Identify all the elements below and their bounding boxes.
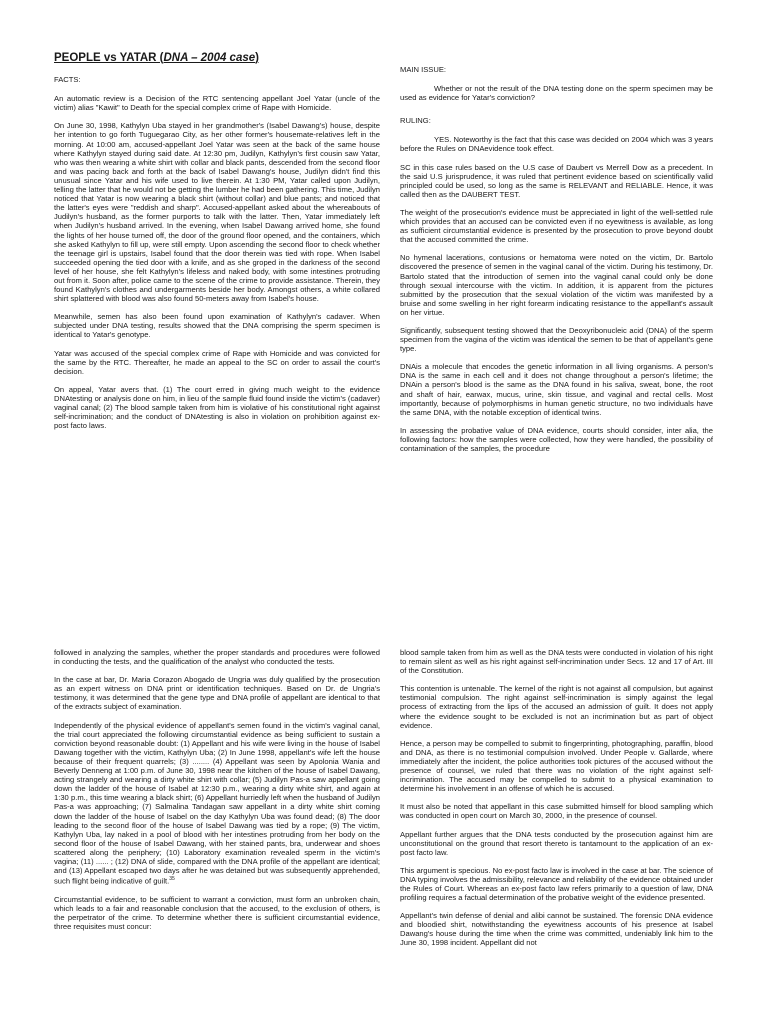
right-column-bottom <box>400 648 713 948</box>
title-emphasis: DNA – 2004 case <box>163 52 256 64</box>
paragraph: An automatic review is a Decision of the RTC sentencing appellant Joel Yatar (uncle of the victim) alias "Kawit" to Death for the special complex crime of Rape with Homicide. <box>54 94 380 113</box>
main-issue-heading: MAIN ISSUE: <box>400 65 446 74</box>
paragraph-text: Independently of the physical evidence of appellant's semen found in the victim's vaginal canal, the trial court appreciated the following circumstantial evidence as being sufficient to sustain a conviction beyond reasonable doubt: (1) Appellant and his wife were living in the house of Isabel Dawang together with the victim, Kathylyn Uba; (2) In June 1998, appellant's wife left the house because of their frequent quarrels; (3) ........ (4) Appellant was seen by Apolonia Wania and Beverly Denneng at 1:00 p.m. of June 30, 1998 near the kitchen of the house of Isabel Dawang, acting strangely and wearing a dirty white shirt with collar; (5) Judilyn Pas-a saw appellant going down the ladder of the house of Isabel at 12:30 p.m., wearing a dirty white shirt, and again at 1:30 p.m., this time wearing a black shirt; (6) Appellant hurriedly left when the husband of Judilyn Pas-a was approaching; (7) Salmalina Tandagan saw appellant in a dirty white shirt coming down the ladder of the house of Isabel on the day Kathylyn Uba was found dead; (8) The door leading to the second floor of the house of Isabel Dawang was tied by a rope; (9) The victim, Kathylyn Uba, lay naked in a pool of blood with her intestines protruding from her body on the second floor of the house of Isabel Dawang, with her stained pants, bra, underwear and shoes scattered along the periphery; (10) Laboratory examination revealed sperm in the victim's vagina; (11) ...... ; (12) DNA of slide, compared with the DNA profile of the appellant are identical; and (13) Appellant escaped two days after he was detained but was subsequently apprehended, such flight being indicative of guilt. <box>54 720 380 886</box>
paragraph: followed in analyzing the samples, whether the proper standards and procedures were followed in conducting the tests, and the qualification of the analyst who conducted the tests. <box>54 648 380 667</box>
paragraph <box>54 721 380 886</box>
paragraph: Yatar was accused of the special complex crime of Rape with Homicide and was convicted for the same by the RTC. Thereafter, he made an appeal to the SC on order to assail the court's decision. <box>54 348 380 376</box>
paragraph: No hymenal lacerations, contusions or hematoma were noted on the victim, Dr. Bartolo discovered the presence of semen in the vaginal canal of the victim. During his testimony, Dr. Bartolo stated that the introduction of semen into the vaginal canal could only be done through sexual intercourse with the victim. In addition, it is apparent from the pictures submitted by the prosecution that the sexual violation of the victim was manifested by a bruise and some swelling in her right forearm indicating resistance to the appellant's assault on her virtue. <box>400 253 713 317</box>
title-prefix: PEOPLE vs YATAR ( <box>54 52 164 64</box>
issue-text: Whether or not the result of the DNA testing done on the sperm specimen may be used as evidence for Yatar's conviction? <box>400 84 713 103</box>
title-suffix: ) <box>255 52 259 64</box>
paragraph: YES. Noteworthy is the fact that this case was decided on 2004 which was 3 years before the Rules on DNAevidence took effect. <box>400 135 713 154</box>
paragraph: On appeal, Yatar avers that. (1) The court erred in giving much weight to the evidence DNAtesting or analysis done on him, in lieu of the sample fluid found inside the victim's (cadaver) vaginal canal; (2) The blood sample taken from him is violative of his constitutional right against self-incrimination; and the conduct of DNAtesting is also in violation on prohibition against ex-post facto laws. <box>54 384 380 431</box>
paragraph: In assessing the probative value of DNA evidence, courts should consider, inter alia, the following factors: how the samples were collected, how they were handled, the possibility of contamination of the samples, the procedure <box>400 425 713 453</box>
paragraph: Circumstantial evidence, to be sufficient to warrant a conviction, must form an unbroken chain, which leads to a fair and reasonable conclusion that the accused, to the exclusion of others, is the perpetrator of the crime. To determine whether there is sufficient circumstantial evidence, three requisites must concur: <box>54 894 380 932</box>
paragraph: This contention is untenable. The kernel of the right is not against all compulsion, but against testimonial compulsion. The right against self-incrimination is simply against the legal process of extracting from the lips of the accused an admission of guilt. It does not apply where the evidence sought to be excluded is not an incrimination but as part of object evidence. <box>400 684 713 730</box>
paragraph: Significantly, subsequent testing showed that the Deoxyribonucleic acid (DNA) of the sperm specimen from the vagina of the victim was identical the semen to be that of appellant's gene type. <box>400 325 713 354</box>
paragraph: This argument is specious. No ex-post facto law is involved in the case at bar. The science of DNA typing involves the admissibility, relevance and reliability of the evidence obtained under the Rules of Court. Whereas an ex-post facto law refers primarily to a question of law, DNA profiling requires a factual determination of the probative weight of the evidence presented. <box>400 865 713 903</box>
paragraph: SC in this case rules based on the U.S case of Daubert vs Merrell Dow as a precedent. In the said U.S jurisprudence, it was ruled that pertinent evidence based on scientifically valid principled could be used, so long as the same is RELEVANT and RELIABLE. Hence, it was called then as the DAUBERT TEST. <box>400 162 713 199</box>
paragraph: Meanwhile, semen has also been found upon examination of Kathylyn's cadaver. When subjected under DNA testing, results showed that the DNA comprising the sperm specimen is identical to Yatar's genotype. <box>54 312 380 340</box>
paragraph: Appellant's twin defense of denial and alibi cannot be sustained. The forensic DNA evidence and bloodied shirt, notwithstanding the eyewitness accounts of his presence at Isabel Dawang's house during the time when the crime was committed, undeniably link him to the June 30, 1998 incident. Appellant did not <box>400 911 713 948</box>
paragraph: The weight of the prosecution's evidence must be appreciated in light of the well-settled rule which provides that an accused can be convicted even if no eyewitness is available, as long as sufficient circumstantial evidence is presented by the prosecution to prove beyond doubt that the accused committed the crime. <box>400 207 713 245</box>
paragraph: Hence, a person may be compelled to submit to fingerprinting, photographing, paraffin, blood and DNA, as there is no testimonial compulsion involved. Under People v. Gallarde, where immediately after the incident, the police authorities took pictures of the accused without the presence of counsel, we ruled that there was no violation of the right against self-incrimination. The accused may be compelled to submit to a physical examination to determine his involvement in an offense of which he is accused. <box>400 738 713 794</box>
paragraph: Appellant further argues that the DNA tests conducted by the prosecution against him are unconstitutional on the ground that resort thereto is tantamount to the application of an ex-post facto law. <box>400 829 713 857</box>
paragraph: blood sample taken from him as well as the DNA tests were conducted in violation of his right to remain silent as well as his right against self-incrimination under Secs. 12 and 17 of Art. III of the Constitution. <box>400 648 713 676</box>
footnote-ref: 35 <box>169 876 175 883</box>
paragraph: DNAis a molecule that encodes the genetic information in all living organisms. A person's DNA is the same in each cell and it does not change throughout a person's lifetime; the DNAin a person's blood is the same as the DNA found in his saliva, sweat, bone, the root and shaft of hair, earwax, mucus, urine, skin tissue, and vaginal and rectal cells. Most importantly, because of polymorphisms in human genetic structure, no two individuals have the same DNA, with the notable exception of identical twins. <box>400 362 713 417</box>
paragraph: On June 30, 1998, Kathylyn Uba stayed in her grandmother's (Isabel Dawang's) house, despite her intention to go forth Tuguegarao City, as her other former's housemate-relatives left in the morning. At 10:00 am, accused-appellant Joel Yatar was seen at the back of the same house where Kathylyn stayed during said date. At 12:30 pm, Judilyn, Kathylyn's first cousin saw Yatar, who was then wearing a white shirt with collar and black pants, descended from the second floor and was pacing back and forth at the back of Isabel Dawang's house, Judilyn didn't find this unusual since Yatar and his wife used to live therein. At 1:30 PM, Yatar called upon Judilyn, telling the latter that he would not be getting the lumber he had been gathering. This time, Judilyn noticed that Yatar is now wearing a black shirt (without collar) and blue pants; and noticed that the latter's eyes were "reddish and sharp". Accused-appellant asked about the whereabouts of Judilyn's husband, as the former purports to talk with the latter. Then, Yatar immediately left when Judilyn's husband arrived. In the evening, when Isabel Dawang arrived home, she found the lights of her house turned off, the door of the ground floor opened, and the containers, which she asked Kathylyn to fill up, were still empty. Upon ascending the second floor to check whether the teenage girl is upstairs, Isabel found that the door therein was tied with rope. When Isabel succeeded opening the tied door with a knife, and as she groped in the darkness of the second level of her house, she felt Kathylyn's lifeless and naked body, with some intestines protruding out from it. Soon after, police came to the scene of the crime to provide assistance. Therein, they found Kathylyn's clothes and undergarments beside her body. Amongst others, a white collared shirt splattered with blood was also found 50-meters away from Isabel's house. <box>54 121 380 304</box>
paragraph: In the case at bar, Dr. Maria Corazon Abogado de Ungria was duly qualified by the prosecution as an expert witness on DNA print or identification techniques. Based on Dr. de Ungria's testimony, it was determined that the gene type and DNA profile of appellant are identical to that of the extracts subject of examination. <box>54 675 380 712</box>
right-column-top <box>400 52 713 462</box>
facts-heading: FACTS: <box>54 75 81 85</box>
paragraph: It must also be noted that appellant in this case submitted himself for blood sampling which was conducted in open court on March 30, 2000, in the presence of counsel. <box>400 802 713 821</box>
ruling-heading: RULING: <box>400 116 431 126</box>
page-title <box>54 54 380 63</box>
left-column-top <box>54 52 380 439</box>
left-column-bottom <box>54 648 380 932</box>
